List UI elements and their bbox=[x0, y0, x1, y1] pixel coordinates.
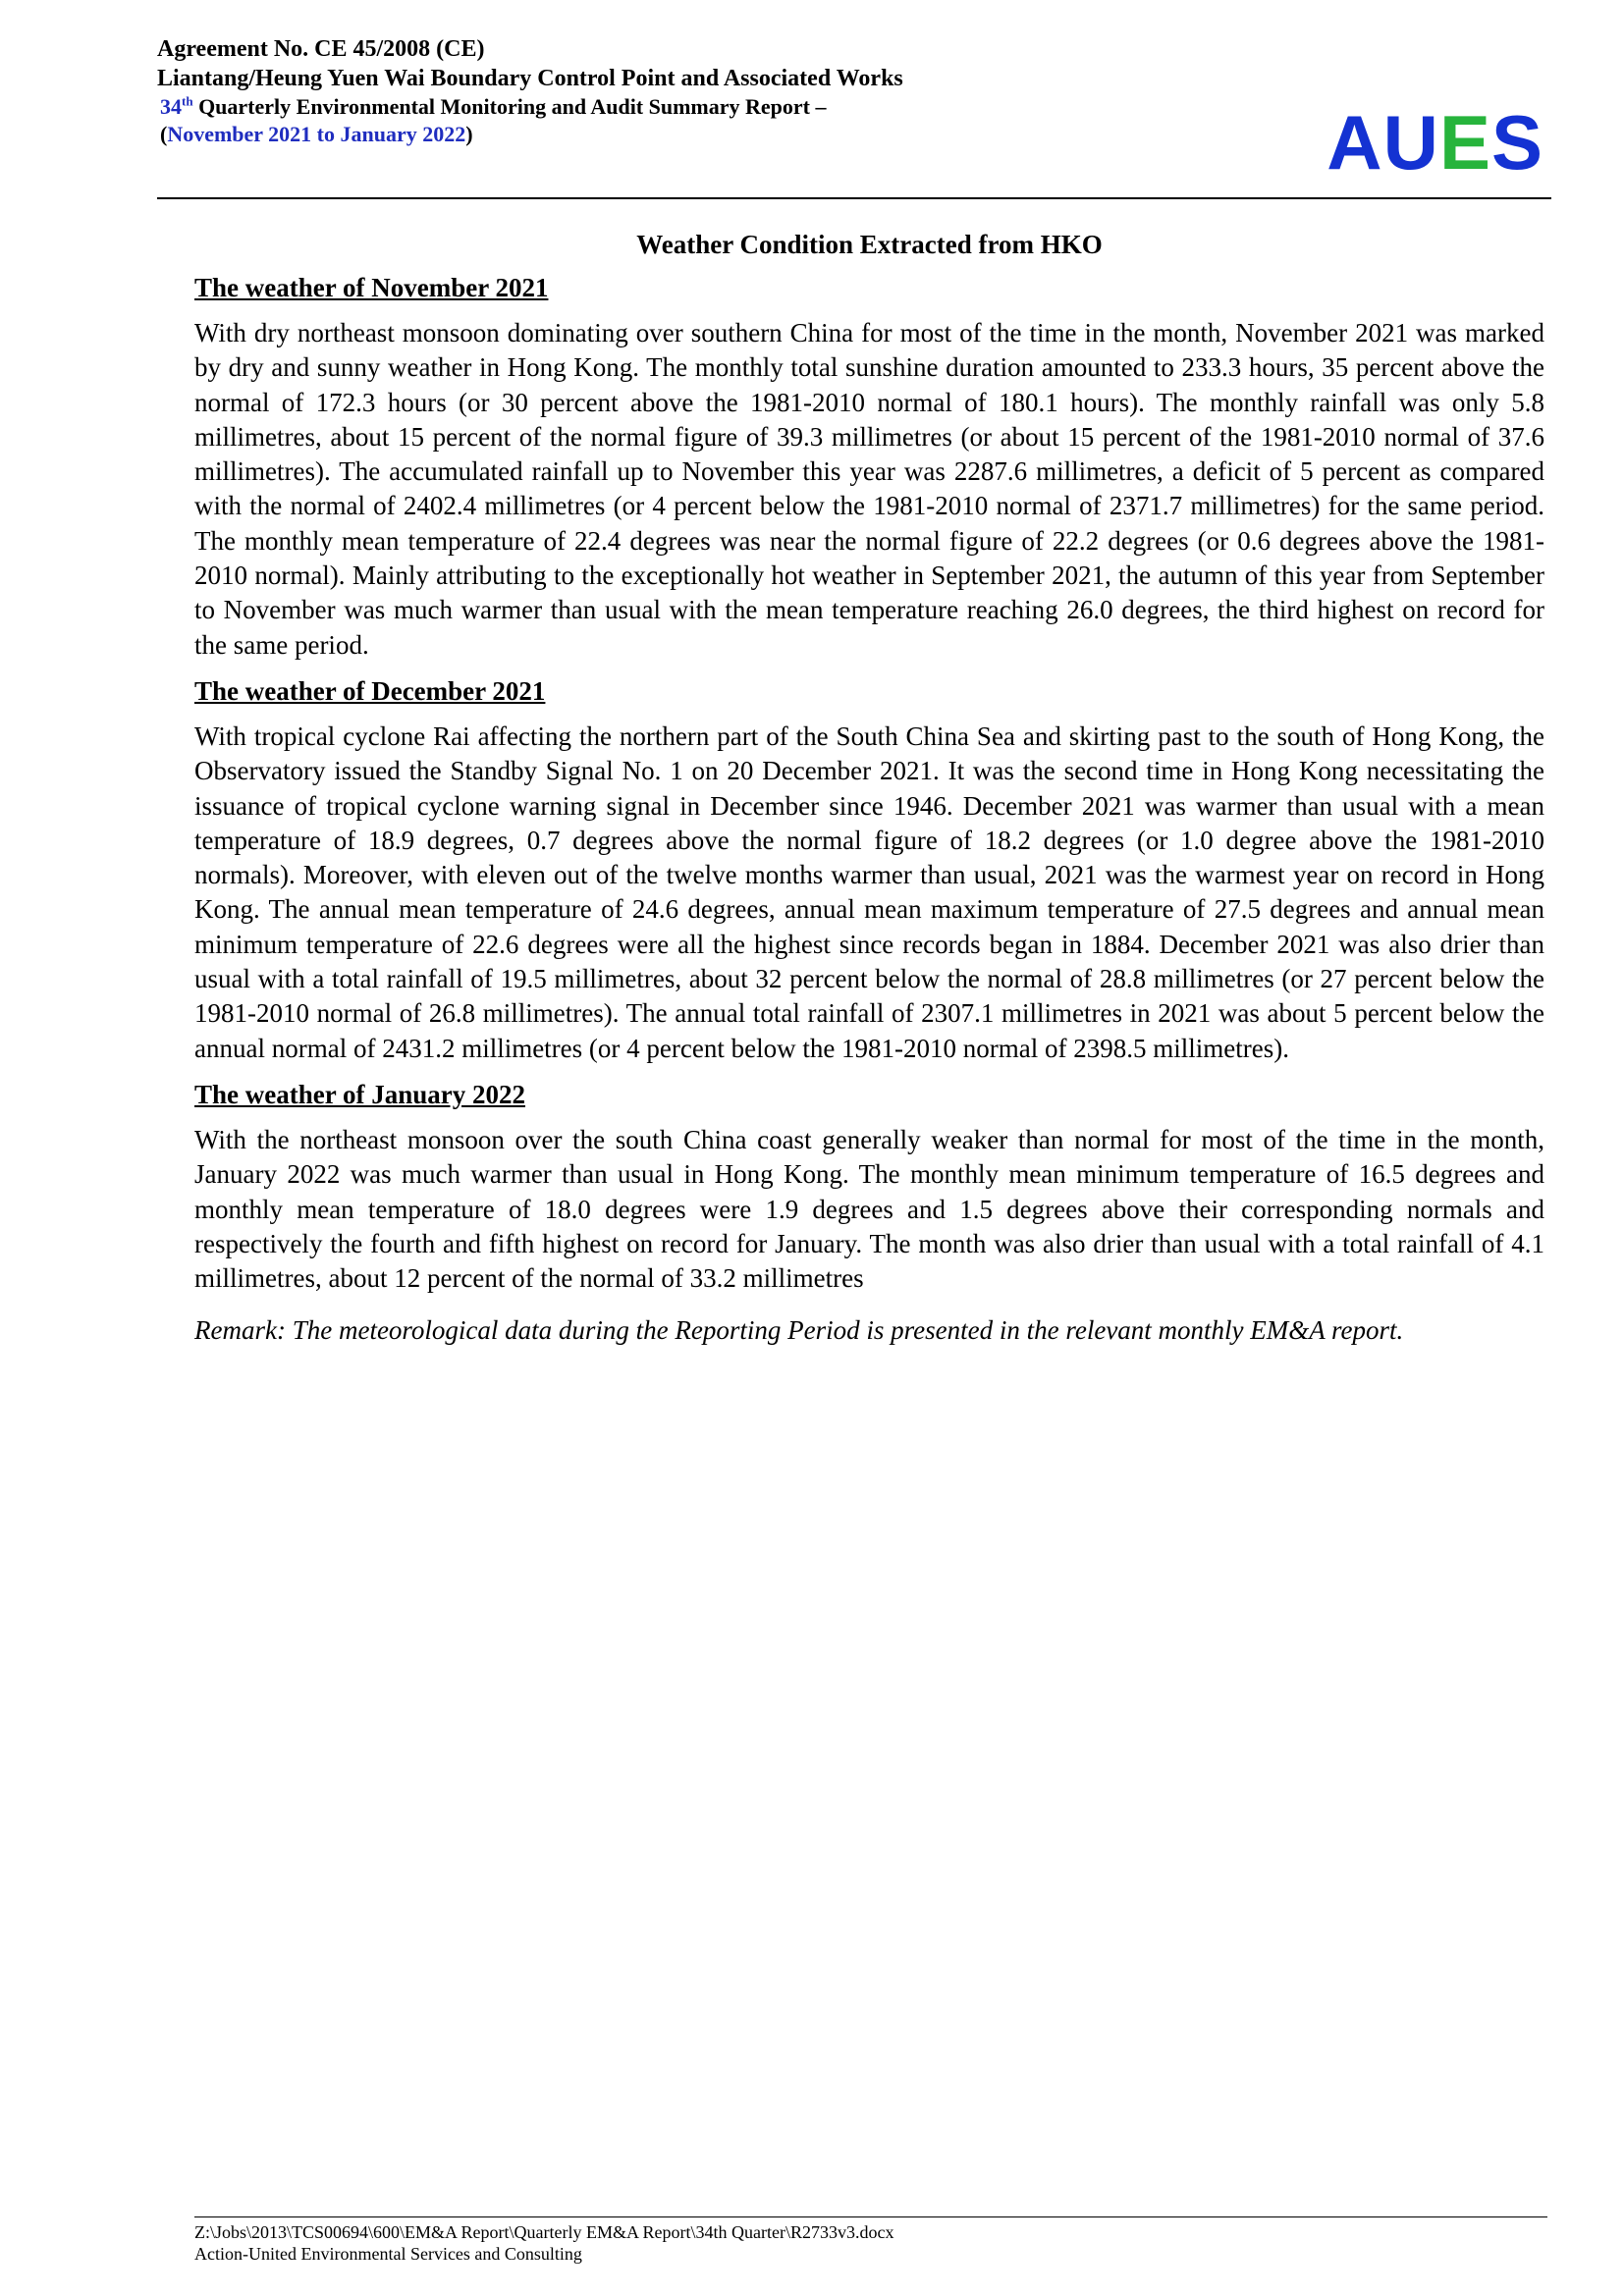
report-period-dates: November 2021 to January 2022 bbox=[167, 122, 466, 146]
section-text-january: With the northeast monsoon over the south China coast generally weaker than normal for most of the time in the month, January 2022 was much warmer than usual in Hong Kong. The monthly mean minimum temperature of 16.5 degrees and monthly mean temperature of 18.0 degrees were 1.9 degrees and 1.5 degrees above their corresponding normals and respectively the fourth and fifth highest on record for January. The month was also drier than usual with a total rainfall of 4.1 millimetres, about 12 percent of the normal of 33.2 millimetres bbox=[194, 1124, 1544, 1294]
section-heading-january: The weather of January 2022 bbox=[194, 1079, 525, 1109]
report-title-text: Quarterly Environmental Monitoring and Audit Summary Report – bbox=[192, 94, 827, 119]
document-body bbox=[194, 228, 1544, 1349]
report-number-suffix: th bbox=[182, 93, 193, 109]
section-heading-november: The weather of November 2021 bbox=[194, 273, 549, 302]
agreement-number: Agreement No. CE 45/2008 (CE) bbox=[157, 36, 485, 62]
section-heading-december: The weather of December 2021 bbox=[194, 675, 546, 706]
project-name: Liantang/Heung Yuen Wai Boundary Control Point and Associated Works bbox=[157, 66, 903, 91]
report-title bbox=[157, 93, 903, 121]
page-footer bbox=[194, 2216, 1547, 2265]
document-title: Weather Condition Extracted from HKO bbox=[636, 230, 1103, 259]
company-name: Action-United Environmental Services and Consulting bbox=[194, 2244, 582, 2264]
report-number: 34 bbox=[160, 94, 182, 119]
file-path: Z:\Jobs\2013\TCS00694\600\EM&A Report\Quarterly EM&A Report\34th Quarter\R2733v3.docx bbox=[194, 2222, 894, 2242]
report-period: (November 2021 to January 2022) bbox=[160, 122, 473, 146]
remark: Remark: The meteorological data during the Reporting Period is presented in the relevant monthly EM&A report. bbox=[194, 1315, 1404, 1346]
section-text-december: With tropical cyclone Rai affecting the northern part of the South China Sea and skirting past to the south of Hong Kong, the Observatory issued the Standby Signal No. 1 on 20 December 2021. It was the second time in Hong Kong necessitating the issuance of tropical cyclone warning signal in December since 1946. December 2021 was warmer than usual with a mean temperature of 18.9 degrees, 0.7 degrees above the normal figure of 18.2 degrees (or 1.0 degree above the 1981-2010 normals). Moreover, with eleven out of the twelve months warmer than usual, 2021 was the warmest year on record in Hong Kong. The annual mean temperature of 24.6 degrees, annual mean maximum temperature of 27.5 degrees and annual mean minimum temperature of 22.6 degrees were all the highest since records began in 1884. December 2021 was also drier than usual with a total rainfall of 19.5 millimetres, about 32 percent below the normal of 28.8 millimetres (or 27 percent below the 1981-2010 normal of 26.8 millimetres). The annual total rainfall of 2307.1 millimetres in 2021 was about 5 percent below the annual normal of 2431.2 millimetres (or 4 percent below the 1981-2010 normal of 2398.5 millimetres). bbox=[194, 721, 1544, 1063]
aues-logo: AUES bbox=[1326, 99, 1543, 186]
page-header bbox=[157, 34, 1551, 199]
header-text-block bbox=[157, 34, 903, 148]
section-text-november: With dry northeast monsoon dominating over southern China for most of the time in the month, November 2021 was marked by dry and sunny weather in Hong Kong. The monthly total sunshine duration amounted to 233.3 hours, 35 percent above the normal of 172.3 hours (or 30 percent above the 1981-2010 normal of 180.1 hours). The monthly rainfall was only 5.8 millimetres, about 15 percent of the normal figure of 39.3 millimetres (or about 15 percent of the 1981-2010 normal of 37.6 millimetres). The accumulated rainfall up to November this year was 2287.6 millimetres, a deficit of 5 percent as compared with the normal of 2402.4 millimetres (or 4 percent below the 1981-2010 normal of 2371.7 millimetres) for the same period. The monthly mean temperature of 22.4 degrees was near the normal figure of 22.2 degrees (or 0.6 degrees above the 1981-2010 normal). Mainly attributing to the exceptionally hot weather in September 2021, the autumn of this year from September to November was much warmer than usual with the mean temperature reaching 26.0 degrees, the third highest on record for the same period. bbox=[194, 318, 1544, 660]
